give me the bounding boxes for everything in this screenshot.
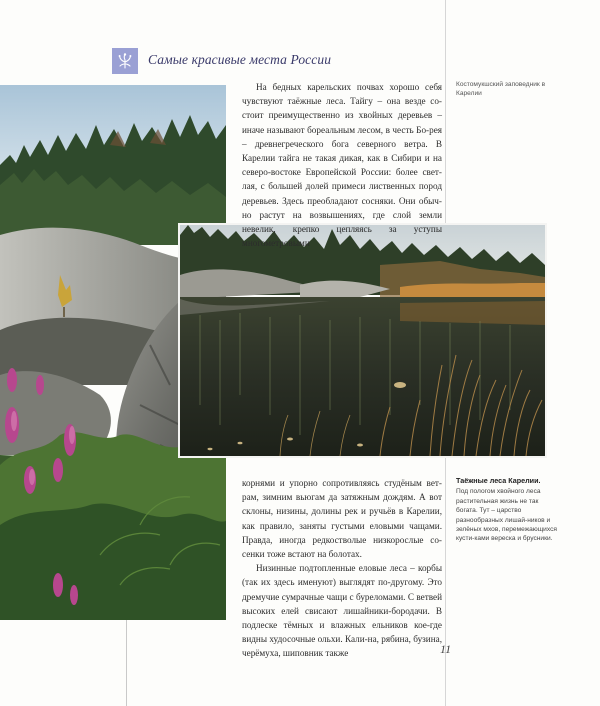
paragraph: корнями и упорно сопротивляясь студёным вет-рам, зимним вьюгам да затяжным дождям. А вот склоны, низины, долины рек и ручьёв в Карелии, как правило, заняты густыми еловыми чащами. Правда, иногда редкостволые низкорослые со-сенки тоже встают на болотах.: [242, 478, 442, 560]
photo-caption: Костомукшский заповедник в Карелии: [456, 81, 546, 97]
side-caption-text: Под пологом хвойного леса растительная жизнь не так богата. Тут – царство разнообразных лишай-ников и зелёных мхов, перемежающихся кусти-ками вереска и брусники.: [456, 488, 557, 543]
body-text-top: [242, 80, 442, 250]
paragraph: Низинные подтопленные еловые леса – корбы (так их здесь именуют) выглядят по-другому. Это дремучие сумрачные чащи с буреломами. С ветвей высоких елей свисают лишайники-бородачи. В подлеске тёмных и влажных ельников кое-где видны худосочные ольхи. Кали-на, рябина, бузина, черёмуха, шиповник также: [242, 563, 443, 659]
body-text-bottom: [242, 476, 442, 661]
page-number: 11: [440, 642, 452, 656]
section-title: Самые красивые места России: [148, 52, 332, 67]
side-caption-title: Таёжные леса Карелии.: [456, 476, 541, 485]
paragraph: На бедных карельских почвах хорошо себя чувствуют таёжные леса. Тайгу – она везде со-стоит преимущественно из хвойных деревьев – иначе называют бореальным лесом, в честь Бо-рея – древнегреческого бога северного ветра. В Карелии тайга не такая дикая, как в Сибири и на северо-востоке Европейской России: более свет-лая, с большей долей примеси лиственных пород деревьев. Здесь преобладают сосняки. Они обыч-но растут на возвышениях, где слой земли невелик, крепко цепляясь за уступы многометровыми: [242, 82, 442, 249]
margin-rule: [126, 620, 127, 706]
side-caption: [456, 476, 558, 544]
flower-emblem-icon: [112, 48, 138, 74]
taiga-lake-photo: [178, 223, 547, 458]
